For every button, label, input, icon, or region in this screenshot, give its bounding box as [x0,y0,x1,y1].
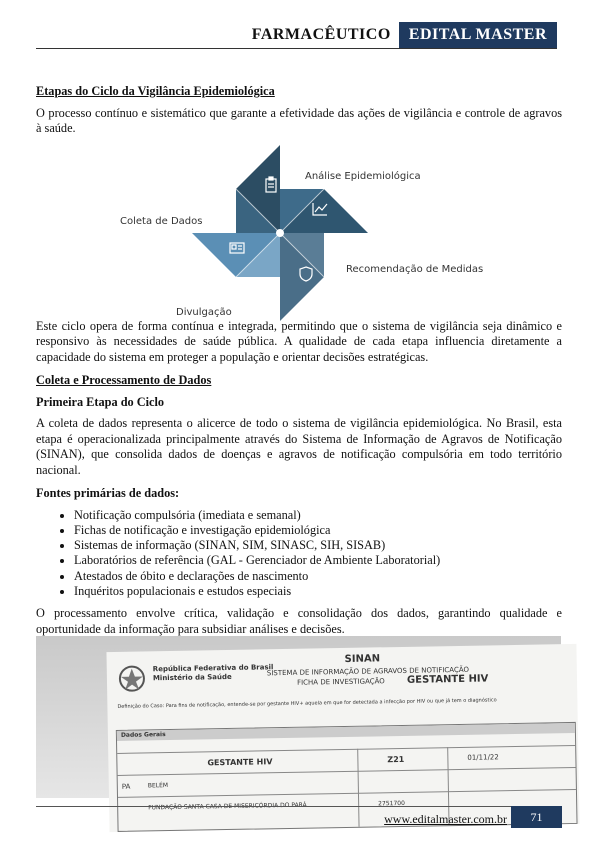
section-title-cycle: Etapas do Ciclo da Vigilância Epidemiológica [36,84,275,98]
form-codigo: 2751700 [378,799,405,808]
footer-website-link[interactable]: www.editalmaster.com.br [384,812,507,826]
closing-paragraph: O processamento envolve crítica, validação e consolidação dos dados, garantindo qualidade e oportunidade da informação para subsidiar análises e decisões. [36,606,562,636]
form-sinan: SINAN [344,653,381,665]
list-item: • Sistemas de informação (SINAN, SIM, SINASC, SIH, SISAB) [74,538,562,553]
intro-paragraph: O processo contínuo e sistemático que garante a efetividade das ações de vigilância e controle de agravos à saúde. [36,105,562,135]
sinan-form-photo [36,636,561,812]
header-subject: FARMACÊUTICO [251,26,391,43]
label-recomendacao: Recomendação de Medidas [346,263,484,275]
cycle-paragraph: Este ciclo opera de forma contínua e integrada, permitindo que o sistema de vigilância seja dinâmico e responsivo às necessidades de saúde pública. A qualidade de cada etapa influencia diretamente a capacidade do sistema em proteger a população e orientar decisões estratégicas. [36,318,562,364]
label-analise: Análise Epidemiológica [305,170,421,182]
page-content [36,84,562,645]
header-divider [36,48,557,49]
list-item: • Atestados de óbito e declarações de nascimento [74,569,562,584]
form-system: SISTEMA DE INFORMAÇÃO DE AGRAVOS DE NOTIFICAÇÃO [266,665,470,678]
list-item: • Inquéritos populacionais e estudos especiais [74,584,562,599]
form-ficha: FICHA DE INVESTIGAÇÃO [296,677,385,687]
form-ficha-title: GESTANTE HIV [406,673,489,686]
label-coleta: Coleta de Dados [120,215,203,227]
list-item: • Notificação compulsória (imediata e semanal) [74,508,562,523]
form-dados-gerais: Dados Gerais [120,731,166,739]
form-gov-line1: República Federativa do Brasil [152,663,274,674]
section-title-collection: Coleta e Processamento de Dados [36,373,212,387]
form-unidade: FUNDAÇÃO SANTA CASA DE MISERICÓRDIA DO PARÁ [148,801,307,812]
list-item: • Laboratórios de referência (GAL - Gerenciador de Ambiente Laboratorial) [74,553,562,568]
form-agravo: GESTANTE HIV [207,757,273,768]
form-date: 01/11/22 [467,753,499,762]
section-subtitle: Primeira Etapa do Ciclo [36,394,165,409]
pinwheel-graphic [36,145,562,315]
coat-of-arms-icon [117,663,148,694]
form-uf: PA [121,782,131,791]
sources-list [36,508,562,600]
page-header [252,22,557,48]
sources-title: Fontes primárias de dados: [36,486,180,500]
form-municipio: BELÉM [147,782,169,790]
form-cid: Z21 [387,754,405,765]
form-gov-line2: Ministério da Saúde [152,672,232,683]
form-definition: Definição do Caso: Para fins de notificação, entende-se por gestante HIV+ aquela em que for detectada a infecção por HIV ou que já tem o diagnóstico [117,697,497,710]
notification-form [106,644,579,832]
header-brand: EDITAL MASTER [399,22,557,48]
form-grid [116,722,578,832]
list-item: • Fichas de notificação e investigação epidemiológica [74,523,562,538]
page-number: 71 [511,806,562,828]
label-divulgacao: Divulgação [176,306,232,318]
footer-divider [36,806,562,807]
collection-paragraph: A coleta de dados representa o alicerce de todo o sistema de vigilância epidemiológica. No Brasil, esta etapa é operacionalizada principalmente através do Sistema de Informação de Agravos de Notificação (SINAN), que consolida dados de doenças e agravos de notificação compulsória em todo território nacional. [36,416,562,477]
cycle-diagram [36,145,562,318]
